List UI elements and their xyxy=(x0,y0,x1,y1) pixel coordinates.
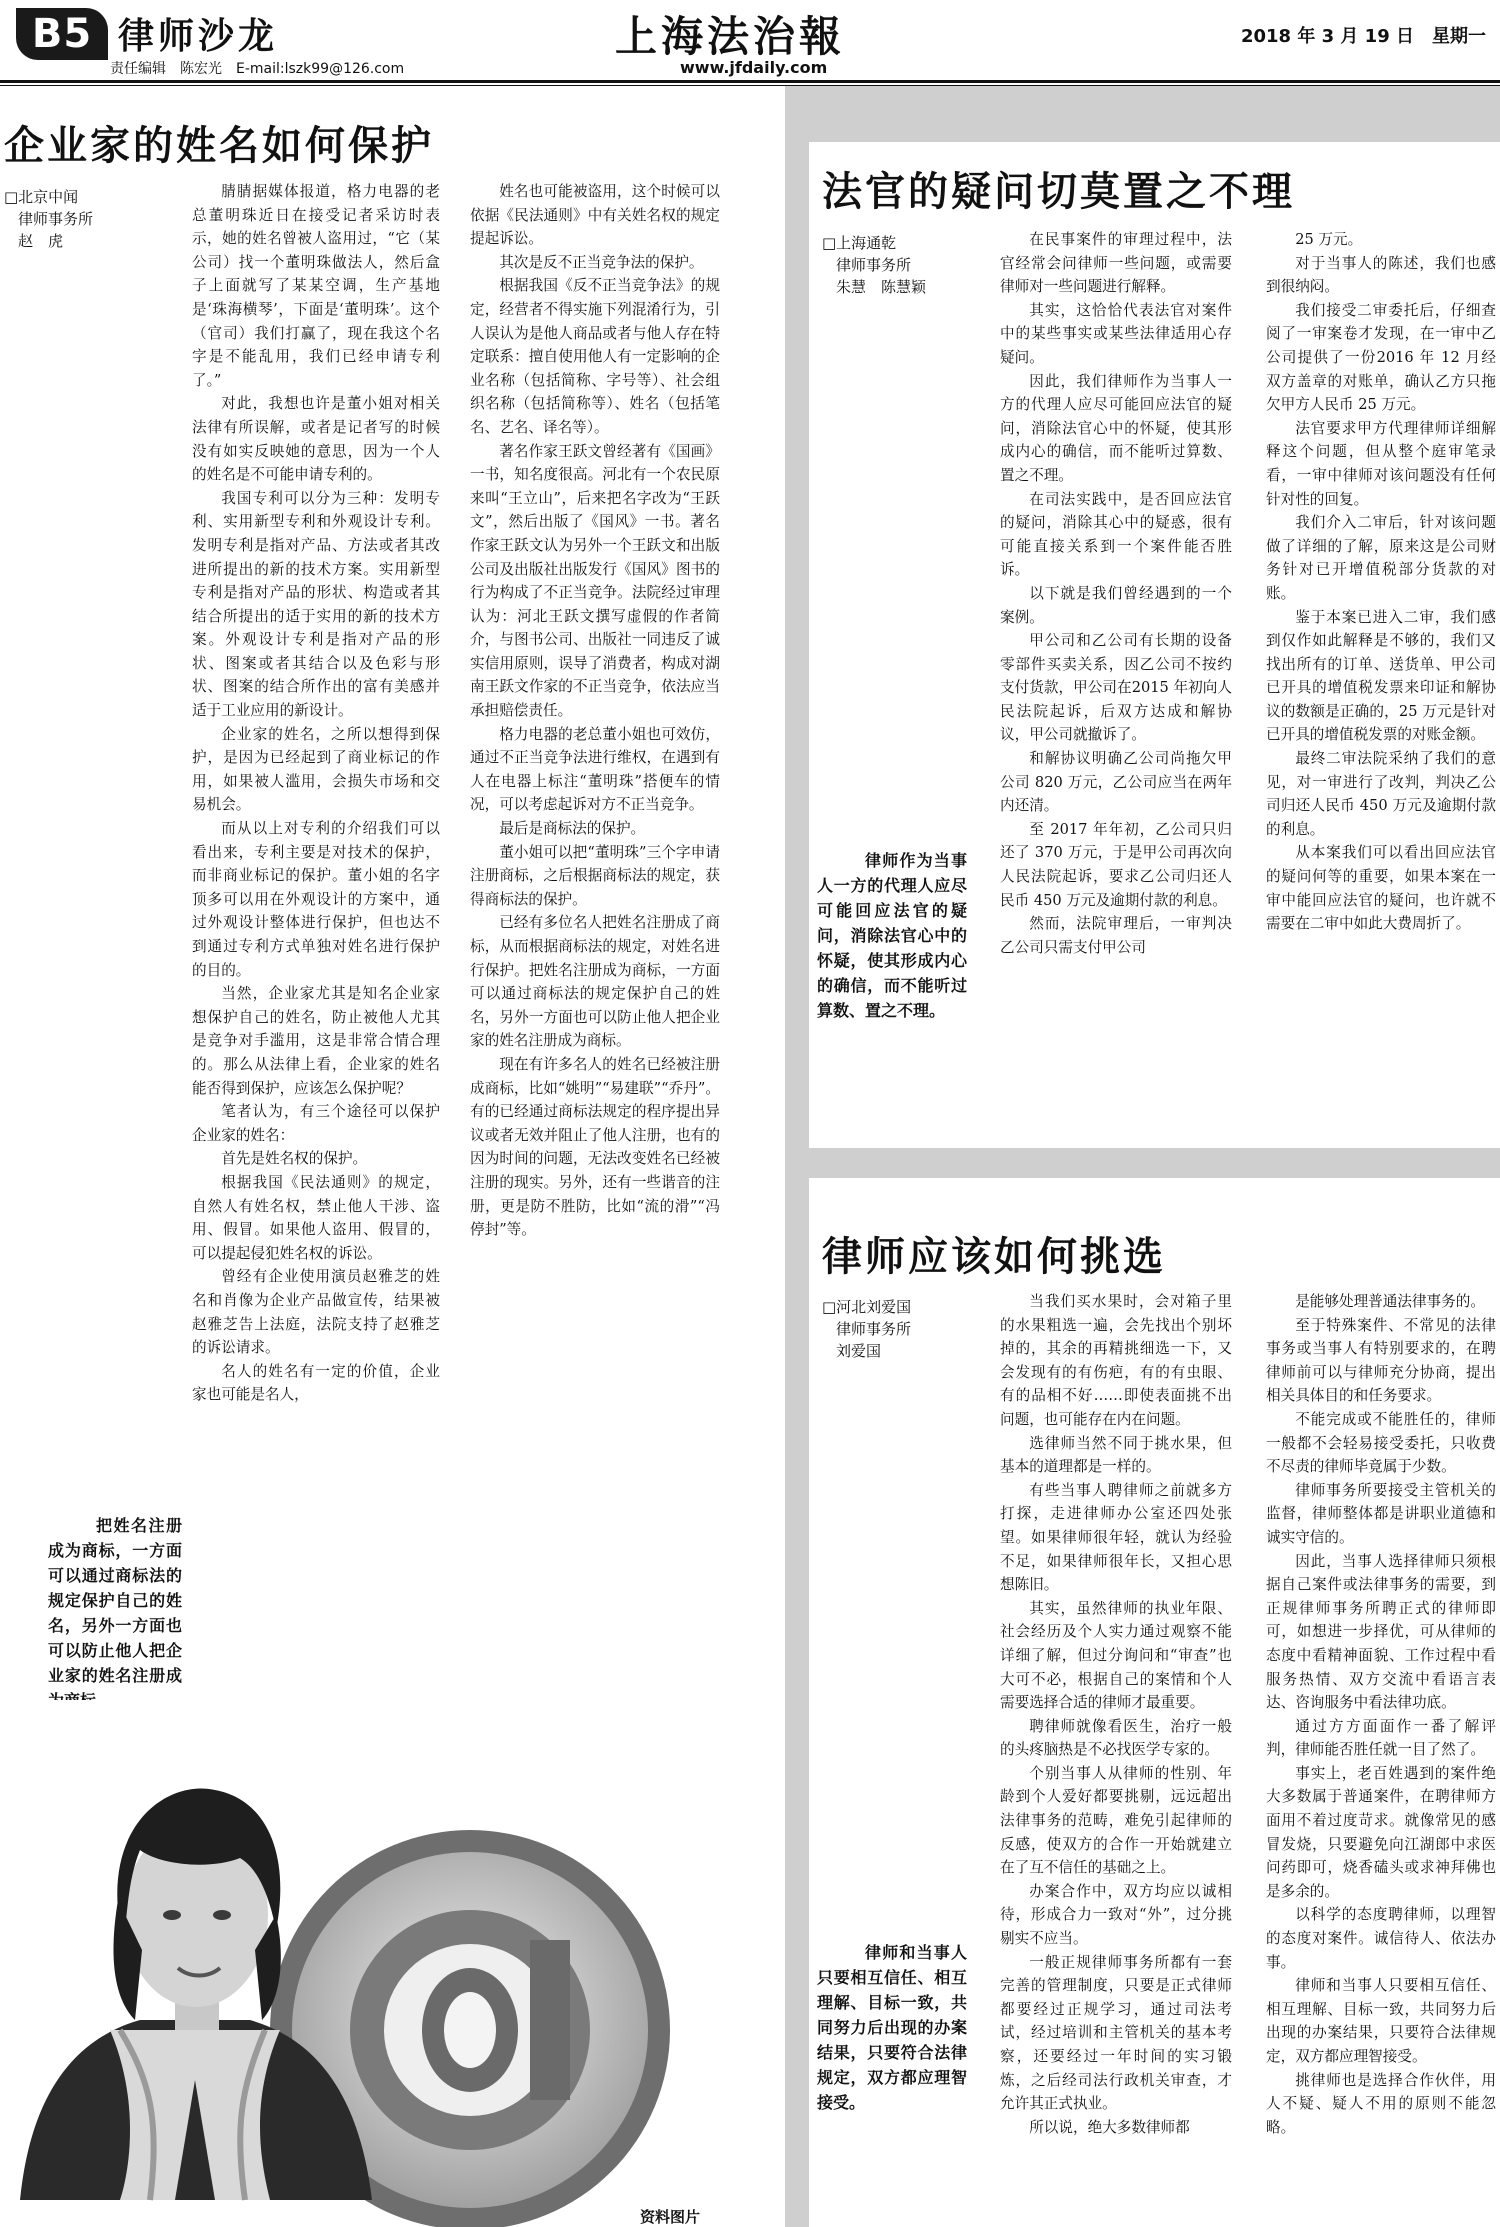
paragraph: 在民事案件的审理过程中，法官经常会问律师一些问题，或需要律师对一些问题进行解释。 xyxy=(1000,231,1232,296)
paragraph: 有些当事人聘律师之前就多方打探，走进律师办公室还四处张望。如果律师很年轻，就认为经验不足，如果律师很年长，又担心思想陈旧。 xyxy=(1000,1481,1232,1594)
paragraph: 最终二审法院采纳了我们的意见，对一审进行了改判，判决乙公司归还人民币 450 万元及逾期付款的利息。 xyxy=(1266,750,1496,838)
article1-byline xyxy=(4,186,93,252)
paragraph: 已经有多位名人把姓名注册成了商标，从而根据商标法的规定，对姓名进行保护。把姓名注册成为商标，一方面可以通过商标法的规定保护自己的姓名，另外一方面也可以防止他人把企业家的姓名注册成为商标。 xyxy=(470,914,720,1050)
paragraph: 其次是反不正当竞争法的保护。 xyxy=(499,253,704,271)
paragraph: 首先是姓名权的保护。 xyxy=(221,1150,368,1168)
paragraph: 律师事务所要接受主管机关的监督，律师整体都是讲职业道德和诚实守信的。 xyxy=(1266,1481,1496,1546)
paragraph: 和解协议明确乙公司尚拖欠甲公司 820 万元，乙公司应当在两年内还清。 xyxy=(1000,750,1232,815)
article2-column-1 xyxy=(1000,228,1232,1138)
paragraph: 不能完成或不能胜任的，律师一般都不会轻易接受委托，只收费不尽责的律师毕竟属于少数。 xyxy=(1266,1410,1496,1476)
paragraph: 从本案我们可以看出回应法官的疑问何等的重要，如果本案在一审中能回应法官的疑问，也许就不需要在二审中如此大费周折了。 xyxy=(1266,844,1496,933)
paragraph: 最后是商标法的保护。 xyxy=(499,820,646,838)
paragraph: 律师和当事人只要相互信任、相互理解、目标一致，共同努力后出现的办案结果，只要符合法律规定，双方都应理智接受。 xyxy=(1266,1977,1496,2065)
paragraph: 因此，当事人选择律师只须根据自己案件或法律事务的需要，到正规律师事务所聘正式的律师即可，如想进一步择优，可从律师的态度中看精神面貌、工作过程中看服务热情、双方交流中看语言表达、咨询服务中看法律功底。 xyxy=(1266,1552,1496,1712)
article2-byline xyxy=(822,232,926,298)
byline-line: 律师事务所 xyxy=(836,256,912,274)
paragraph: 选律师当然不同于挑水果，但基本的道理都是一样的。 xyxy=(1000,1434,1232,1476)
paragraph: 所以说，绝大多数律师都 xyxy=(1029,2118,1190,2136)
page-number-badge: B5 xyxy=(16,8,108,60)
paragraph: 然而，法院审理后，一审判决乙公司只需支付甲公司 xyxy=(1000,915,1232,956)
article-photo xyxy=(0,1700,720,2200)
vertical-divider-bar xyxy=(785,86,809,2227)
article1-headline: 企业家的姓名如何保护 xyxy=(4,123,434,169)
photo-illustration xyxy=(0,1700,720,2200)
paragraph: 通过方方面面作一番了解评判，律师能否胜任就一目了然了。 xyxy=(1266,1717,1496,1759)
photo-caption: 资料图片 xyxy=(640,2208,701,2226)
paragraph: 办案合作中，双方均应以诚相待，形成合力一致对“外”，过分挑剔实不应当。 xyxy=(1000,1882,1232,1948)
byline-line: □上海通乾 xyxy=(822,234,897,252)
paragraph: 名人的姓名有一定的价值，企业家也可能是名人， xyxy=(192,1362,440,1404)
editor-line: 责任编辑 陈宏光 E-mail:lszk99@126.com xyxy=(110,61,405,77)
byline-line: 朱慧 陈慧颖 xyxy=(836,278,927,296)
byline-line: 赵 虎 xyxy=(18,232,64,250)
article3-column-2 xyxy=(1266,1290,1496,2222)
paragraph: 甲公司和乙公司有长期的设备零部件买卖关系，因乙公司不按约支付货款，甲公司在2015 年初向人民法院起诉，后双方达成和解协议，甲公司就撤诉了。 xyxy=(1000,632,1232,744)
paragraph: 因此，我们律师作为当事人一方的代理人应尽可能回应法官的疑问，消除法官心中的怀疑，使其形成内心的确信，而不能听过算数、置之不理。 xyxy=(1000,372,1232,484)
paragraph: 我国专利可以分为三种：发明专利、实用新型专利和外观设计专利。发明专利是指对产品、方法或者其改进所提出的新的技术方案。实用新型专利是指对产品的形状、构造或者其结合所提出的适于实用的新的技术方案。外观设计专利是指对产品的形状、图案或者其结合以及色彩与形状、图案的结合所作出的富有美感并适于工业应用的新设计。 xyxy=(192,489,440,720)
paragraph: 一般正规律师事务所都有一套完善的管理制度，只要是正式律师都要经过正规学习，通过司法考试，经过培训和主管机关的基本考察，还要经过一年时间的实习锻炼，之后经司法行政机关审查，才允许其正式执业。 xyxy=(1000,1953,1232,2113)
paragraph: 鉴于本案已进入二审，我们感到仅作如此解释是不够的，我们又找出所有的订单、送货单、甲公司已开具的增值税发票来印证和解协议的数额是正确的，25 万元是针对已开具的增值税发票的对账金额。 xyxy=(1266,608,1496,744)
top-divider-bar xyxy=(809,86,1500,142)
paragraph: 至 2017 年年初，乙公司只归还了 370 万元，于是甲公司再次向人民法院起诉，要求乙公司归还人民币 450 万元及逾期付款的利息。 xyxy=(1000,820,1232,909)
article3-column-1 xyxy=(1000,1290,1232,2222)
byline-line: 律师事务所 xyxy=(836,1320,912,1338)
middle-divider-bar xyxy=(809,1148,1500,1178)
issue-date: 2018 年 3 月 19 日 星期一 xyxy=(1240,26,1486,47)
paragraph: 而从以上对专利的介绍我们可以看出来，专利主要是对技术的保护，而非商业标记的保护。董小姐的名字顶多可以用在外观设计的方案中，通过外观设计整体进行保护，但也达不到通过专利方式单独对姓名进行保护的目的。 xyxy=(192,820,440,979)
paragraph: 曾经有企业使用演员赵雅芝的姓名和肖像为企业产品做宣传，结果被赵雅芝告上法庭，法院支持了赵雅芝的诉讼请求。 xyxy=(192,1268,440,1357)
paragraph: 对此，我想也许是董小姐对相关法律有所误解，或者是记者写的时候没有如实反映她的意思，因为一个人的姓名是不可能申请专利的。 xyxy=(192,395,440,484)
article1-column-2 xyxy=(470,180,720,1690)
paragraph: 挑律师也是选择合作伙伴，用人不疑、疑人不用的原则不能忽略。 xyxy=(1266,2071,1496,2136)
paragraph: 根据我国《民法通则》的规定，自然人有姓名权，禁止他人干涉、盗用、假冒。如果他人盗用、假冒的，可以提起侵犯姓名权的诉讼。 xyxy=(192,1173,440,1262)
paragraph: 董小姐可以把“董明珠”三个字申请注册商标，之后根据商标法的规定，获得商标法的保护。 xyxy=(470,843,720,908)
article2-pullquote: 律师作为当事人一方的代理人应尽可能回应法官的疑问，消除法官心中的怀疑，使其形成内心的确信，而不能听过算数、置之不理。 xyxy=(817,851,967,1020)
paragraph: 当然，企业家尤其是知名企业家想保护自己的姓名，防止被他人尤其是竞争对手滥用，这是非常合情合理的。那么从法律上看，企业家的姓名能否得到保护，应该怎么保护呢？ xyxy=(192,985,440,1097)
newspaper-logo: 上海法治報 xyxy=(615,12,846,61)
masthead-rule xyxy=(0,80,1500,83)
byline-line: □河北刘爱国 xyxy=(822,1298,912,1316)
byline-line: 刘爱国 xyxy=(836,1342,882,1360)
paragraph: 腈腈据媒体报道，格力电器的老总董明珠近日在接受记者采访时表示，她的姓名曾被人盗用过，“它（某公司）找一个董明珠做法人，然后盒子上面就写了某某空调，生产基地是‘珠海横琴’，下面是‘董明珠’。这个（官司）我们打赢了，现在我这个名字是不能乱用，我们已经申请专利了。” xyxy=(192,183,440,389)
paragraph: 以科学的态度聘律师，以理智的态度对案件。诚信待人、依法办事。 xyxy=(1266,1906,1496,1971)
article2-headline: 法官的疑问切莫置之不理 xyxy=(822,169,1295,215)
paragraph: 其实，虽然律师的执业年限、社会经历及个人实力通过观察不能详细了解，但过分询问和“审查”也大可不必，根据自己的案情和个人需要选择合适的律师才最重要。 xyxy=(1000,1599,1232,1712)
paragraph: 25 万元。 xyxy=(1295,231,1363,248)
paragraph: 以下就是我们曾经遇到的一个案例。 xyxy=(1000,584,1232,626)
paragraph: 著名作家王跃文曾经著有《国画》一书，知名度很高。河北有一个农民原来叫“王立山”，后来把名字改为“王跃文”，然后出版了《国风》一书。著名作家王跃文认为另外一个王跃文和出版公司及出版社出版发行《国风》图书的行为构成了不正当竞争。法院经过审理认为：河北王跃文撰写虚假的作者简介，与图书公司、出版社一同违反了诚实信用原则，误导了消费者，构成对湖南王跃文作家的不正当竞争，依法应当承担赔偿责任。 xyxy=(470,442,720,720)
article1-column-1 xyxy=(192,180,440,1690)
paragraph: 其实，这恰恰代表法官对案件中的某些事实或某些法律适用心存疑问。 xyxy=(1000,301,1232,366)
paragraph: 根据我国《反不正当竞争法》的规定，经营者不得实施下列混淆行为，引人误认为是他人商品或者与他人存在特定联系：擅自使用他人有一定影响的企业名称（包括简称、字号等）、社会组织名称（包括简称等）、姓名（包括笔名、艺名、译名等）。 xyxy=(470,277,720,436)
paragraph: 我们接受二审委托后，仔细查阅了一审案卷才发现，在一审中乙公司提供了一份2016 年 12 月经双方盖章的对账单，确认乙方只拖欠甲方人民币 25 万元。 xyxy=(1266,301,1496,414)
section-title: 律师沙龙 xyxy=(118,16,279,57)
byline-line: □北京中闻 xyxy=(4,188,79,206)
paragraph: 笔者认为，有三个途径可以保护企业家的姓名： xyxy=(192,1103,440,1144)
article3-byline xyxy=(822,1296,911,1362)
paragraph: 对于当事人的陈述，我们也感到很纳闷。 xyxy=(1266,254,1496,296)
paragraph: 个别当事人从律师的性别、年龄到个人爱好都要挑剔，远远超出法律事务的范畴，难免引起律师的反感，使双方的合作一开始就建立在了互不信任的基础之上。 xyxy=(1000,1764,1232,1877)
paragraph: 格力电器的老总董小姐也可效仿，通过不正当竞争法进行维权，在遇到有人在电器上标注“董明珠”搭便车的情况，可以考虑起诉对方不正当竞争。 xyxy=(470,725,720,814)
paragraph: 在司法实践中，是否回应法官的疑问，消除其心中的疑惑，很有可能直接关系到一个案件能否胜诉。 xyxy=(1000,490,1232,579)
paragraph: 至于特殊案件、不常见的法律事务或当事人有特别要求的，在聘律师前可以与律师充分协商，提出相关具体目的和任务要求。 xyxy=(1266,1316,1496,1405)
paragraph: 法官要求甲方代理律师详细解释这个问题，但从整个庭审笔录看，一审中律师对该问题没有任何针对性的回复。 xyxy=(1266,419,1496,508)
paragraph: 企业家的姓名，之所以想得到保护，是因为已经起到了商业标记的作用，如果被人滥用，会损失市场和交易机会。 xyxy=(192,725,440,814)
article3-headline: 律师应该如何挑选 xyxy=(822,1234,1166,1280)
website-url: www.jfdaily.com xyxy=(680,58,828,77)
paragraph: 聘律师就像看医生，治疗一般的头疼脑热是不必找医学专家的。 xyxy=(1000,1717,1232,1759)
paragraph: 姓名也可能被盗用，这个时候可以依据《民法通则》中有关姓名权的规定提起诉讼。 xyxy=(470,183,720,248)
paragraph: 我们介入二审后，针对该问题做了详细的了解，原来这是公司财务针对已开增值税部分货款的对账。 xyxy=(1266,514,1496,602)
paragraph: 当我们买水果时，会对箱子里的水果粗选一遍，会先找出个别坏掉的，其余的再精挑细选一下，又会发现有的有伤疤，有的有虫眼、有的品相不好……即使表面挑不出问题，也可能存在内在问题。 xyxy=(1000,1293,1232,1428)
article3-pullquote: 律师和当事人只要相互信任、相互理解、目标一致，共同努力后出现的办案结果，只要符合法律规定，双方都应理智接受。 xyxy=(817,1943,967,2112)
article2-column-2 xyxy=(1266,228,1496,1138)
paragraph: 现在有许多名人的姓名已经被注册成商标，比如“姚明”“易建联”“乔丹”。有的已经通过商标法规定的程序提出异议或者无效并阻止了他人注册，也有的因为时间的问题，无法改变姓名已经被注册的现实。另外，还有一些谐音的注册，更是防不胜防，比如“流的滑”“冯停封”等。 xyxy=(470,1055,720,1239)
paragraph: 是能够处理普通法律事务的。 xyxy=(1295,1293,1485,1310)
article1-pullquote: 把姓名注册成为商标，一方面可以通过商标法的规定保护自己的姓名，另外一方面也可以防止他人把企业家的姓名注册成 xyxy=(48,1516,182,1685)
paragraph: 事实上，老百姓遇到的案件绝大多数属于普通案件，在聘律师方面用不着过度苛求。就像常见的感冒发烧，只要避免向江湖郎中求医问药即可，烧香磕头或求神拜佛也是多余的。 xyxy=(1266,1764,1496,1900)
byline-line: 律师事务所 xyxy=(18,210,94,228)
